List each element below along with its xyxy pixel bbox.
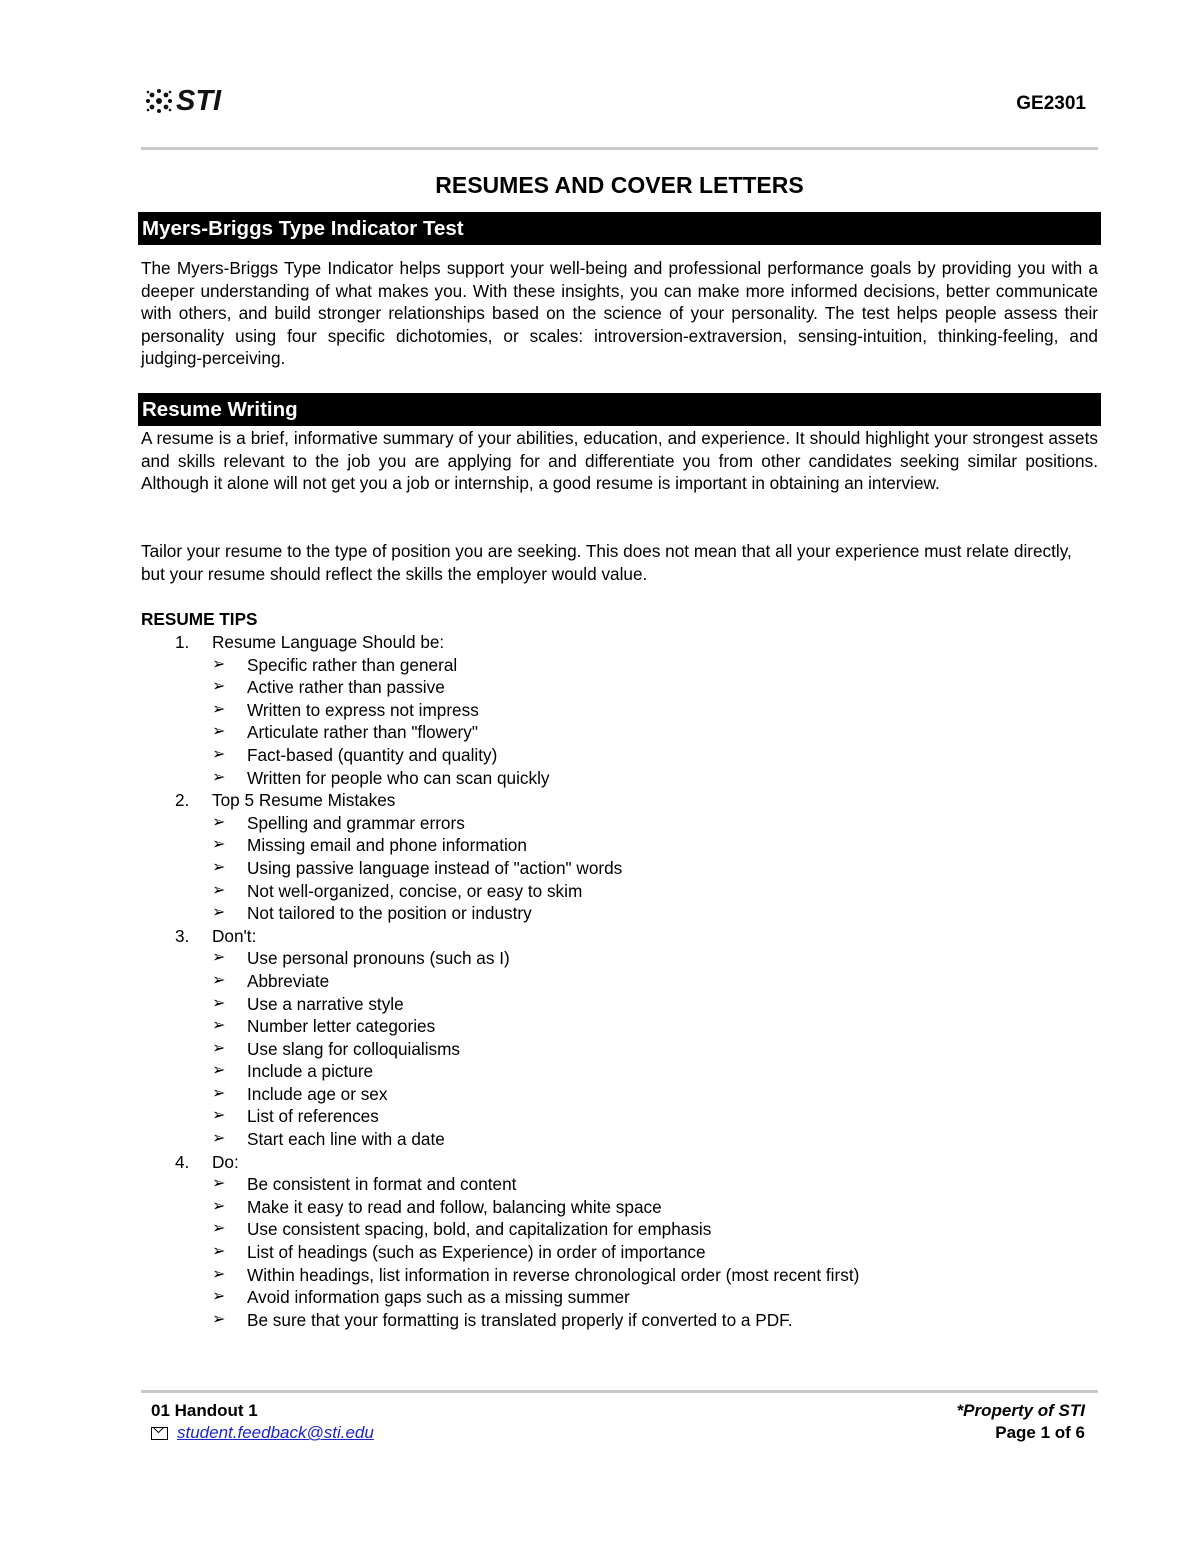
- section-heading-mbti: Myers-Briggs Type Indicator Test: [138, 212, 1101, 245]
- tip-bullet-text: Articulate rather than "flowery": [247, 722, 478, 743]
- arrow-bullet-icon: ➢: [212, 768, 226, 786]
- tip-bullet-item: [212, 1105, 1098, 1128]
- tip-bullet-item: [212, 902, 1098, 925]
- tip-bullet-text: Include age or sex: [247, 1083, 388, 1104]
- tip-item: [141, 1151, 1098, 1332]
- tip-bullet-item: [212, 1264, 1098, 1287]
- arrow-bullet-icon: ➢: [212, 1084, 226, 1102]
- arrow-bullet-icon: ➢: [212, 700, 226, 718]
- tip-bullet-item: [212, 947, 1098, 970]
- arrow-bullet-icon: ➢: [212, 1130, 226, 1148]
- tip-bullet-text: Use slang for colloquialisms: [247, 1038, 461, 1059]
- tip-bullet-item: [212, 1128, 1098, 1151]
- tip-bullet-text: List of references: [247, 1106, 379, 1127]
- handout-label: 01 Handout 1: [151, 1401, 258, 1420]
- footer-email-row: [151, 1422, 374, 1444]
- tip-bullet-item: [212, 767, 1098, 790]
- tip-bullet-list: [212, 812, 1098, 925]
- tip-bullet-item: [212, 1218, 1098, 1241]
- tip-bullet-item: [212, 721, 1098, 744]
- tip-bullet-text: Start each line with a date: [247, 1129, 445, 1150]
- resume-tips-heading: RESUME TIPS: [141, 609, 258, 629]
- tip-bullet-item: [212, 699, 1098, 722]
- tip-label: Resume Language Should be:: [212, 632, 445, 652]
- tip-bullet-item: [212, 744, 1098, 767]
- arrow-bullet-icon: ➢: [212, 1288, 226, 1306]
- tip-number: 3.: [175, 925, 190, 946]
- tip-number: 2.: [175, 790, 190, 811]
- tip-bullet-text: Written for people who can scan quickly: [247, 767, 550, 788]
- logo-text: STI: [176, 85, 222, 117]
- sti-logo: [144, 84, 221, 118]
- tip-label: Top 5 Resume Mistakes: [212, 790, 396, 811]
- arrow-bullet-icon: ➢: [212, 745, 226, 763]
- tip-label: Do:: [212, 1151, 239, 1172]
- tip-bullet-item: [212, 834, 1098, 857]
- arrow-bullet-icon: ➢: [212, 1310, 226, 1328]
- tip-bullet-text: Specific rather than general: [247, 654, 458, 675]
- tip-number: 4.: [175, 1151, 190, 1172]
- tip-bullet-text: Missing email and phone information: [247, 835, 527, 856]
- tip-bullet-text: Spelling and grammar errors: [247, 812, 465, 833]
- tip-bullet-text: Be consistent in format and content: [247, 1174, 517, 1195]
- arrow-bullet-icon: ➢: [212, 836, 226, 854]
- tip-bullet-item: [212, 1038, 1098, 1061]
- arrow-bullet-icon: ➢: [212, 655, 226, 673]
- tip-bullet-text: Use personal pronouns (such as I): [247, 948, 510, 969]
- tip-bullet-text: Be sure that your formatting is translated properly if converted to a PDF.: [247, 1309, 793, 1330]
- arrow-bullet-icon: ➢: [212, 971, 226, 989]
- resume-tips-list: [141, 631, 1098, 1331]
- tip-bullet-text: Use a narrative style: [247, 993, 404, 1014]
- arrow-bullet-icon: ➢: [212, 949, 226, 967]
- document-title: RESUMES AND COVER LETTERS: [435, 172, 804, 198]
- footer-divider: [141, 1390, 1098, 1393]
- tip-bullet-item: [212, 1241, 1098, 1264]
- mbti-paragraph: The Myers-Briggs Type Indicator helps support your well-being and professional performance goals by providing you with a deeper understanding of what makes you. With these insights, you can make more informed decisions, better communicate with others, and build stronger relationships based on the science of your personality. The test helps people assess their personality using four specific dichotomies, or scales: introversion-extraversion, sensing-intuition, thinking-feeling, and judging-perceiving.: [141, 258, 1098, 369]
- header-divider: [141, 147, 1098, 150]
- tip-item: [141, 789, 1098, 925]
- tip-bullet-item: [212, 1015, 1098, 1038]
- arrow-bullet-icon: ➢: [212, 1017, 226, 1035]
- section-heading-resume-writing: Resume Writing: [138, 393, 1101, 426]
- tip-item: [141, 631, 1098, 789]
- arrow-bullet-icon: ➢: [212, 1265, 226, 1283]
- tip-bullet-text: Not well-organized, concise, or easy to skim: [247, 880, 583, 901]
- resume-writing-paragraph-1: A resume is a brief, informative summary of your abilities, education, and experience. It should highlight your strongest assets and skills relevant to the job you are applying for and differentiate you from other candidates seeking similar positions. Although it alone will not get you a job or internship, a good resume is important in obtaining an interview.: [141, 428, 1098, 494]
- arrow-bullet-icon: ➢: [212, 813, 226, 831]
- tip-bullet-list: [212, 654, 1098, 790]
- tip-bullet-item: [212, 812, 1098, 835]
- tip-bullet-item: [212, 880, 1098, 903]
- arrow-bullet-icon: ➢: [212, 1062, 226, 1080]
- tip-number: 1.: [175, 632, 190, 652]
- arrow-bullet-icon: ➢: [212, 1107, 226, 1125]
- tip-bullet-text: Active rather than passive: [247, 677, 445, 698]
- tip-bullet-text: Not tailored to the position or industry: [247, 903, 532, 924]
- arrow-bullet-icon: ➢: [212, 904, 226, 922]
- course-code: GE2301: [1016, 93, 1086, 114]
- tip-bullet-text: Within headings, list information in reverse chronological order (most recent first): [247, 1264, 860, 1285]
- tip-bullet-item: [212, 654, 1098, 677]
- tip-bullet-item: [212, 1196, 1098, 1219]
- arrow-bullet-icon: ➢: [212, 1039, 226, 1057]
- tip-bullet-item: [212, 857, 1098, 880]
- tip-bullet-item: [212, 970, 1098, 993]
- tip-bullet-text: Use consistent spacing, bold, and capitalization for emphasis: [247, 1219, 712, 1240]
- tip-bullet-item: [212, 1060, 1098, 1083]
- arrow-bullet-icon: ➢: [212, 1220, 226, 1238]
- resume-writing-paragraph-2: Tailor your resume to the type of position you are seeking. This does not mean that all your experience must relate directly, but your resume should reflect the skills the employer would value.: [141, 541, 1072, 584]
- tip-bullet-item: [212, 1083, 1098, 1106]
- tip-bullet-item: [212, 676, 1098, 699]
- arrow-bullet-icon: ➢: [212, 1175, 226, 1193]
- tip-bullet-text: Written to express not impress: [247, 699, 479, 720]
- tip-item: [141, 925, 1098, 1151]
- tip-bullet-text: Avoid information gaps such as a missing summer: [247, 1287, 630, 1308]
- tip-bullet-text: Number letter categories: [247, 1016, 436, 1037]
- arrow-bullet-icon: ➢: [212, 881, 226, 899]
- sti-globe-icon: [144, 86, 174, 116]
- arrow-bullet-icon: ➢: [212, 858, 226, 876]
- tip-bullet-list: [212, 1173, 1098, 1331]
- arrow-bullet-icon: ➢: [212, 1197, 226, 1215]
- tip-bullet-item: [212, 1286, 1098, 1309]
- tip-bullet-text: Abbreviate: [247, 970, 330, 991]
- tip-bullet-text: Include a picture: [247, 1061, 374, 1082]
- tip-bullet-item: [212, 1173, 1098, 1196]
- arrow-bullet-icon: ➢: [212, 1243, 226, 1261]
- arrow-bullet-icon: ➢: [212, 678, 226, 696]
- tip-bullet-text: Make it easy to read and follow, balancing white space: [247, 1196, 662, 1217]
- arrow-bullet-icon: ➢: [212, 723, 226, 741]
- property-label: *Property of STI: [956, 1401, 1085, 1420]
- tip-bullet-text: List of headings (such as Experience) in order of importance: [247, 1242, 706, 1263]
- arrow-bullet-icon: ➢: [212, 994, 226, 1012]
- email-link[interactable]: student.feedback@sti.edu: [177, 1423, 374, 1442]
- tip-bullet-text: Fact-based (quantity and quality): [247, 744, 498, 765]
- page-number: Page 1 of 6: [995, 1423, 1085, 1442]
- envelope-icon: [151, 1427, 168, 1440]
- tip-bullet-item: [212, 993, 1098, 1016]
- tip-bullet-list: [212, 947, 1098, 1150]
- tip-bullet-item: [212, 1309, 1098, 1332]
- tip-bullet-text: Using passive language instead of "action" words: [247, 857, 623, 878]
- tip-label: Don't:: [212, 925, 257, 946]
